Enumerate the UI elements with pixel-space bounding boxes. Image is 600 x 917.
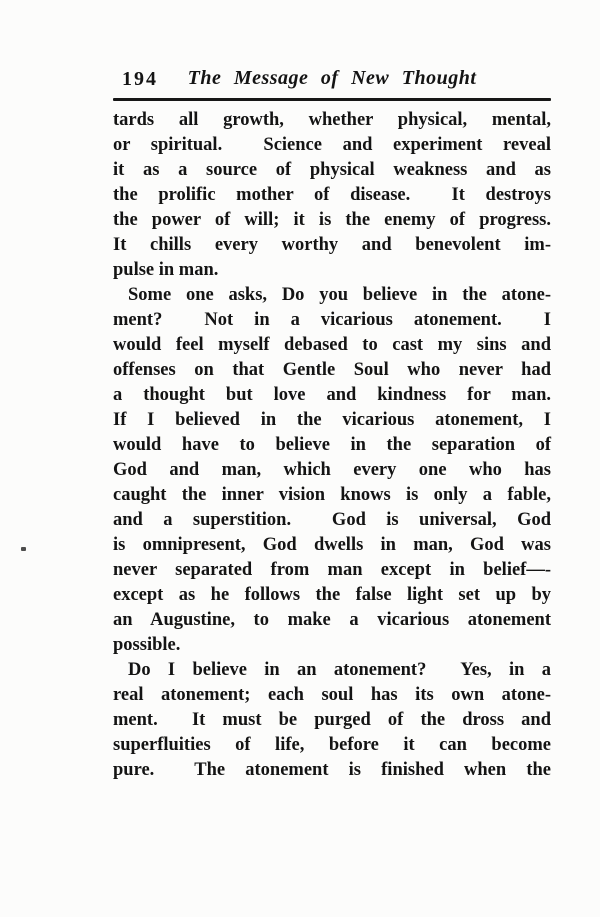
text-line: would have to believe in the separation of: [113, 435, 551, 455]
text-line: the power of will; it is the enemy of progress.: [113, 210, 551, 230]
text-line: it as a source of physical weakness and as: [113, 160, 551, 180]
text-line: caught the inner vision knows is only a fable,: [113, 485, 551, 505]
text-line: God and man, which every one who has: [113, 460, 551, 480]
text-line: is omnipresent, God dwells in man, God was: [113, 535, 551, 555]
text-line: pure. The atonement is finished when the: [113, 760, 551, 780]
text-line: offenses on that Gentle Soul who never had: [113, 360, 551, 380]
running-header: [113, 67, 551, 91]
paragraph: [113, 108, 551, 283]
text-line: possible.: [113, 635, 181, 655]
text-line: superfluities of life, before it can become: [113, 735, 551, 755]
paragraph: [113, 658, 551, 783]
text-line: ment. It must be purged of the dross and: [113, 710, 551, 730]
text-line: ment? Not in a vicarious atonement. I: [113, 310, 551, 330]
text-line: would feel myself debased to cast my sins and: [113, 335, 551, 355]
text-line: tards all growth, whether physical, mental,: [113, 110, 551, 130]
running-title: The Message of New Thought: [187, 67, 477, 89]
text-line: the prolific mother of disease. It destroys: [113, 185, 551, 205]
ink-speck: [21, 547, 26, 551]
text-line: or spiritual. Science and experiment reveal: [113, 135, 551, 155]
paragraph: [113, 283, 551, 658]
text-line: It chills every worthy and benevolent im-: [113, 235, 551, 255]
page-body: [113, 108, 551, 783]
text-line: pulse in man.: [113, 260, 219, 280]
text-line: except as he follows the false light set up by: [113, 585, 551, 605]
text-line: Some one asks, Do you believe in the atone-: [128, 285, 551, 305]
header-rule: [113, 98, 551, 101]
text-line: real atonement; each soul has its own atone-: [113, 685, 551, 705]
text-line: If I believed in the vicarious atonement, I: [113, 410, 551, 430]
text-line: and a superstition. God is universal, God: [113, 510, 551, 530]
text-line: an Augustine, to make a vicarious atonement: [113, 610, 551, 630]
text-line: a thought but love and kindness for man.: [113, 385, 551, 405]
text-line: never separated from man except in belief—-: [113, 560, 551, 580]
page-number: 194: [122, 68, 158, 90]
text-line: Do I believe in an atonement? Yes, in a: [128, 660, 551, 680]
